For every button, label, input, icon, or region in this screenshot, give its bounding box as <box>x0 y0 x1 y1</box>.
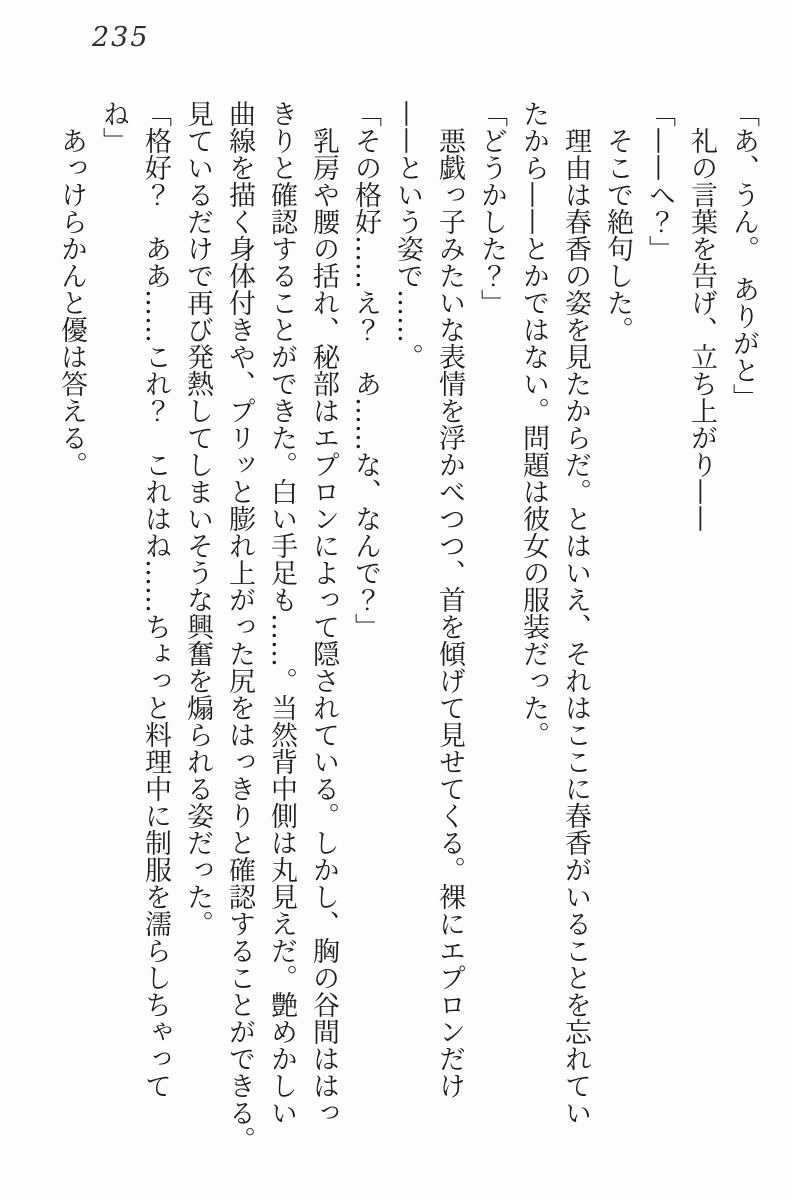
text-line: 理由は春香の姿を見たからだ。とはいえ、それはここに春香がいることを忘れてい <box>560 100 591 1126</box>
text-line: 「その格好……え？ あ……な、なんで？」 <box>350 100 381 640</box>
text-line: 「あ、うん。 ありがと」 <box>728 100 759 411</box>
text-line: たから——とかではない。問題は彼女の服装だった。 <box>518 100 549 748</box>
text-line: 悪戯っ子みたいな表情を浮かべつつ、首を傾げて見せてくる。裸にエプロンだけ <box>434 100 465 1099</box>
text-line: ——という姿で……。 <box>392 100 423 370</box>
text-line: そこで絶句した。 <box>602 100 633 343</box>
text-line: ね」 <box>98 100 129 154</box>
text-line: 見ているだけで再び発熱してしまいそうな興奮を煽られる姿だった。 <box>182 100 213 937</box>
text-line: 曲線を描く身体付きや、プリッと膨れ上がった尻をはっきりと確認することができる。 <box>224 100 255 1153</box>
text-line: 乳房や腰の括れ、秘部はエプロンによって隠されている。しかし、胸の谷間ははっ <box>308 100 339 1126</box>
text-line: きりと確認することができた。白い手足も……。当然背中側は丸見えだ。艶めかしい <box>266 100 297 1126</box>
text-block <box>50 100 764 1160</box>
text-line: 「どうかした？」 <box>476 100 507 316</box>
text-line: 「——へ？」 <box>644 100 675 262</box>
text-line: 「格好？ ああ……これ？ これはね……ちょっと料理中に制服を濡らしちゃって <box>140 100 171 1099</box>
text-line: 礼の言葉を告げ、立ち上がり—— <box>686 100 717 532</box>
page-number: 235 <box>92 22 150 53</box>
text-line: あっけらかんと優は答える。 <box>56 100 87 478</box>
